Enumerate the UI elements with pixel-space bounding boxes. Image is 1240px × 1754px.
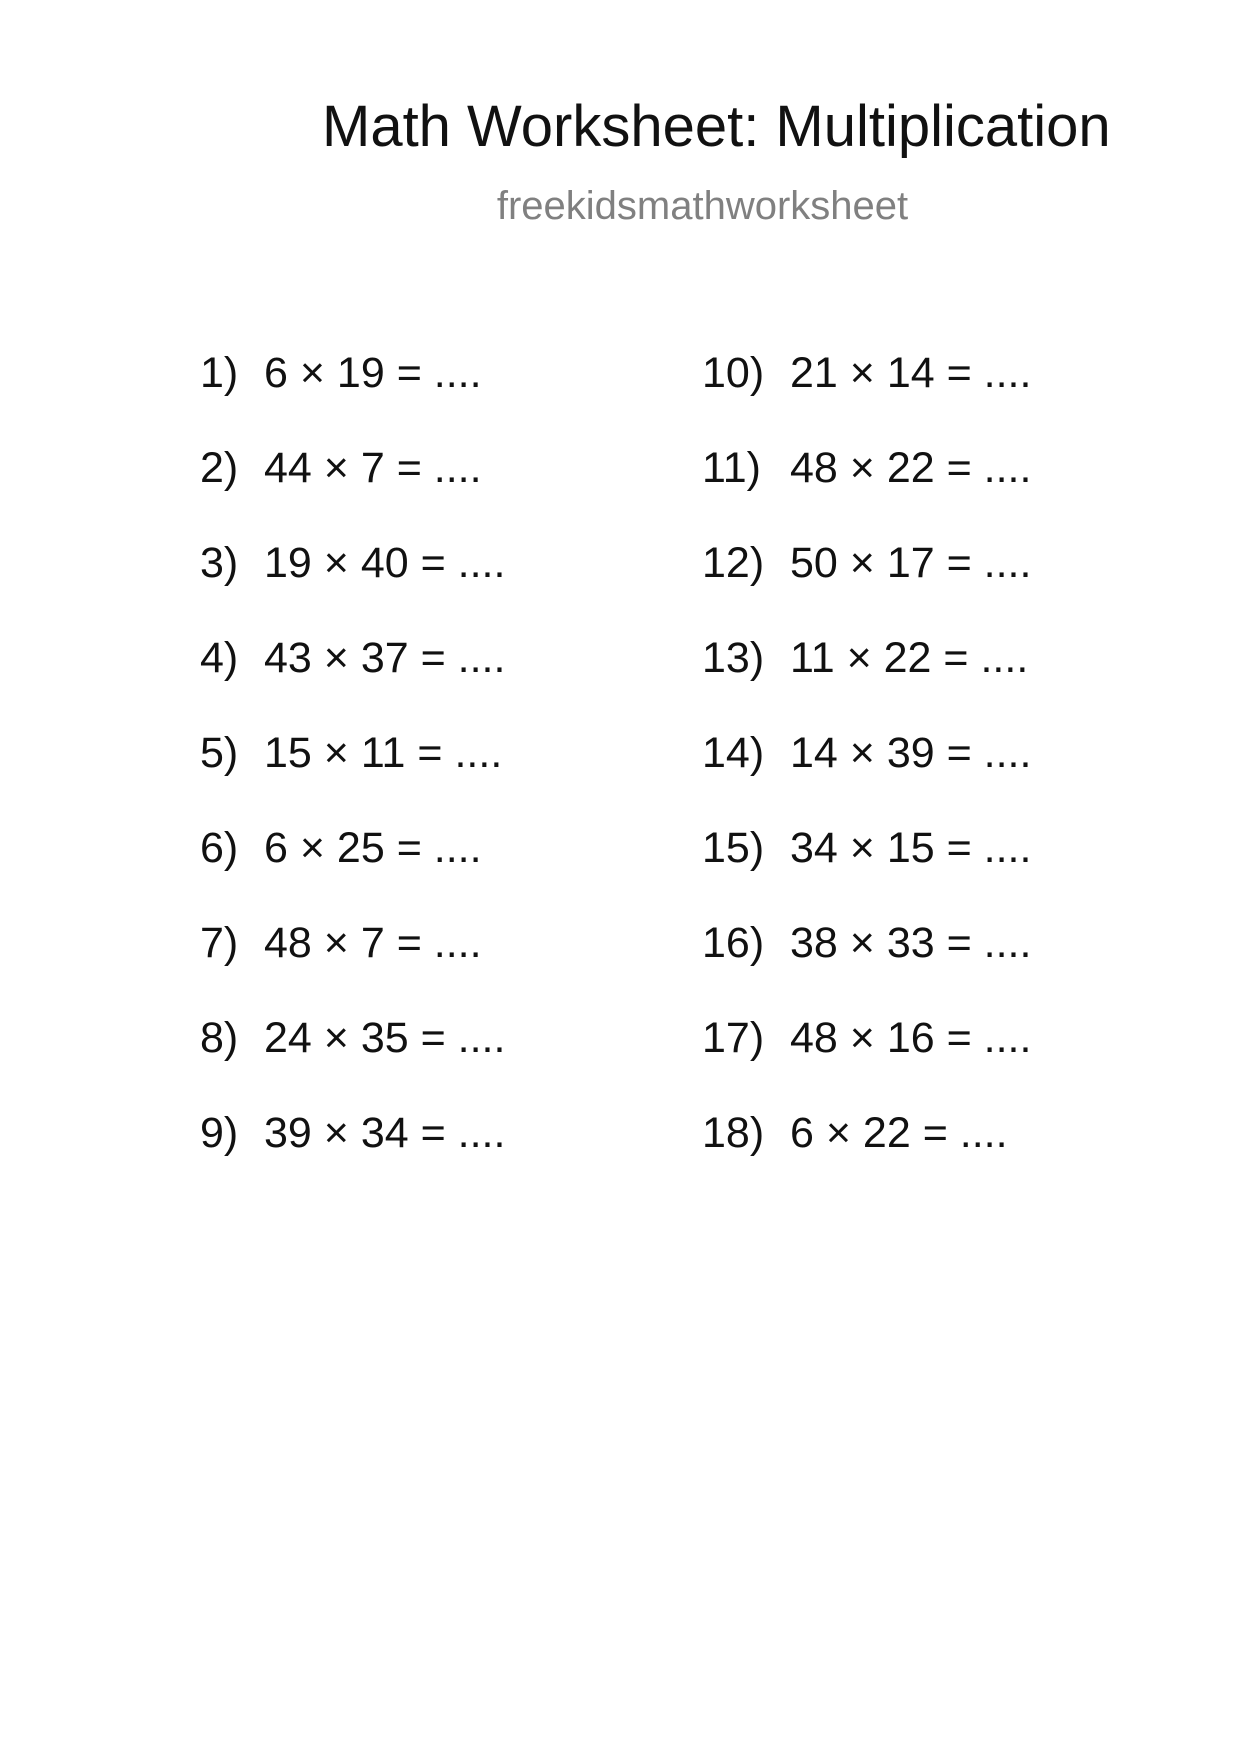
page-title: Math Worksheet: Multiplication	[322, 94, 1111, 159]
problem-item	[200, 634, 506, 732]
problem-number: 16)	[702, 919, 765, 967]
problem-number: 14)	[702, 729, 765, 777]
problem-number: 12)	[702, 539, 765, 587]
problem-number: 1)	[200, 349, 239, 397]
problem-expression: 24 × 35 = ....	[264, 1014, 506, 1062]
problem-expression: 6 × 25 = ....	[264, 824, 482, 872]
problem-expression: 38 × 33 = ....	[790, 919, 1032, 967]
problem-expression: 39 × 34 = ....	[264, 1109, 506, 1157]
problem-item	[702, 444, 1032, 542]
problem-expression: 48 × 16 = ....	[790, 1014, 1032, 1062]
problem-expression: 11 × 22 = ....	[790, 634, 1029, 682]
problem-number: 3)	[200, 539, 239, 587]
problem-number: 2)	[200, 444, 239, 492]
problem-expression: 34 × 15 = ....	[790, 824, 1032, 872]
problem-item	[702, 729, 1032, 827]
problem-item	[200, 919, 505, 1017]
problem-expression: 6 × 22 = ....	[790, 1109, 1008, 1157]
page-subtitle: freekidsmathworksheet	[496, 184, 909, 228]
problem-number: 10)	[702, 349, 765, 397]
problem-item	[702, 539, 1032, 637]
problem-expression: 48 × 22 = ....	[790, 444, 1032, 492]
problem-item	[200, 539, 506, 637]
problem-item	[702, 634, 1031, 732]
problem-item	[702, 1109, 1031, 1207]
problem-number: 6)	[200, 824, 239, 872]
problem-expression: 43 × 37 = ....	[264, 634, 506, 682]
problem-expression: 19 × 40 = ....	[264, 539, 506, 587]
problem-expression: 44 × 7 = ....	[264, 444, 482, 492]
problem-number: 15)	[702, 824, 765, 872]
problem-item	[200, 1014, 506, 1112]
problem-item	[200, 1109, 506, 1207]
problem-expression: 21 × 14 = ....	[790, 349, 1032, 397]
problem-item	[702, 919, 1032, 1017]
problem-expression: 50 × 17 = ....	[790, 539, 1032, 587]
problem-expression: 6 × 19 = ....	[264, 349, 482, 397]
problem-expression: 48 × 7 = ....	[264, 919, 482, 967]
problem-expression: 14 × 39 = ....	[790, 729, 1032, 777]
problem-number: 8)	[200, 1014, 239, 1062]
problem-column-right	[702, 349, 1032, 1207]
problem-item	[702, 1014, 1032, 1112]
problem-number: 11)	[702, 444, 761, 492]
problem-number: 13)	[702, 634, 765, 682]
problem-item	[702, 824, 1032, 922]
problem-item	[200, 349, 505, 447]
problem-expression: 15 × 11 = ....	[264, 729, 503, 777]
problem-number: 7)	[200, 919, 239, 967]
problem-number: 18)	[702, 1109, 765, 1157]
problem-number: 17)	[702, 1014, 765, 1062]
problem-column-left	[200, 349, 506, 1207]
problem-number: 5)	[200, 729, 239, 777]
problem-item	[200, 824, 505, 922]
problem-number: 9)	[200, 1109, 239, 1157]
problem-item	[702, 349, 1032, 447]
problem-item	[200, 729, 505, 827]
problem-item	[200, 444, 505, 542]
problem-number: 4)	[200, 634, 239, 682]
